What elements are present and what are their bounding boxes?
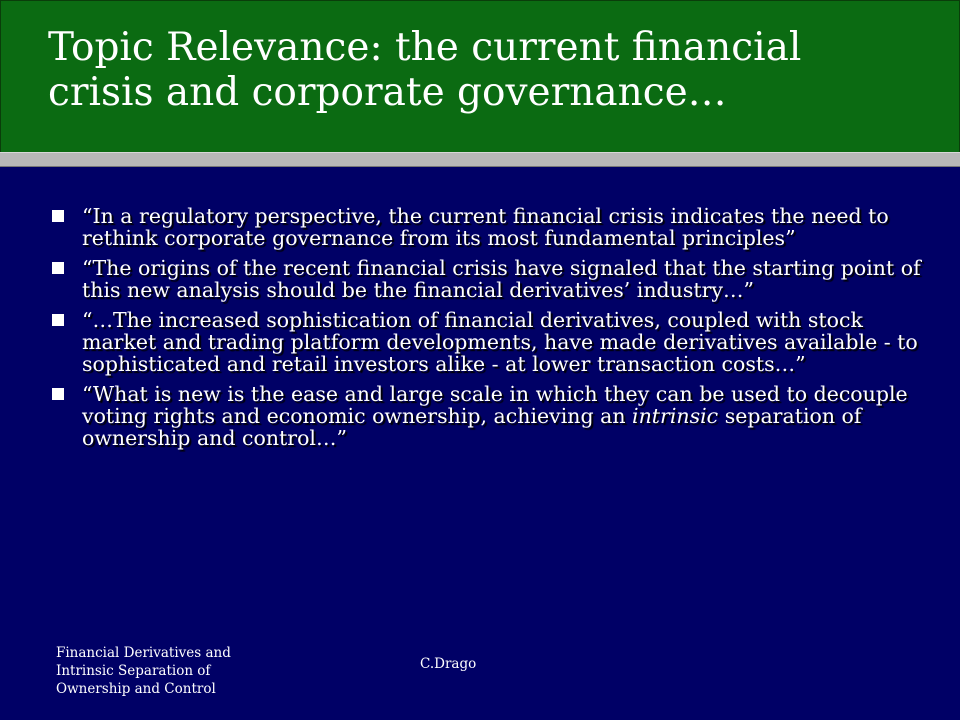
bullet-item-3 <box>52 309 932 375</box>
footer-presentation-title <box>56 644 276 698</box>
footer-title-line-3: Ownership and Control <box>56 681 216 697</box>
footer-author: C.Drago <box>420 656 477 672</box>
bullet-text-2: “The origins of the recent financial crisis have signaled that the starting point of this new analysis should be the financial derivatives’ industry…” <box>82 256 921 302</box>
square-bullet-icon <box>52 210 64 222</box>
footer-title-line-2: Intrinsic Separation of <box>56 663 211 679</box>
slide-title-line-1: Topic Relevance: the current financial <box>48 25 802 70</box>
square-bullet-icon <box>52 262 64 274</box>
footer-title-line-1: Financial Derivatives and <box>56 645 231 661</box>
title-divider-bar <box>0 152 960 167</box>
bullet-item-4 <box>52 383 932 449</box>
square-bullet-icon <box>52 388 64 400</box>
bullet-text-3: “…The increased sophistication of financial derivatives, coupled with stock market and trading platform developments, have made derivatives available - to sophisticated and retail investors alike - at lower transaction costs…” <box>82 308 918 376</box>
bullet-text-4-end: separation of ownership and control…” <box>82 404 862 450</box>
slide-title <box>48 25 928 115</box>
title-banner <box>0 0 960 153</box>
bullet-text-4-start: “What is new is the ease and large scale in which they can be used to decouple voting rights and economic ownership, achieving an <box>82 382 908 428</box>
bullet-item-2 <box>52 257 932 301</box>
bullet-text-4-emphasis: intrinsic <box>632 404 719 428</box>
slide-title-line-2: crisis and corporate governance… <box>48 70 727 115</box>
bullet-item-1 <box>52 205 932 249</box>
square-bullet-icon <box>52 314 64 326</box>
bullet-list <box>52 205 932 457</box>
bullet-text-1: “In a regulatory perspective, the current financial crisis indicates the need to rethink corporate governance from its most fundamental principles” <box>82 204 889 250</box>
